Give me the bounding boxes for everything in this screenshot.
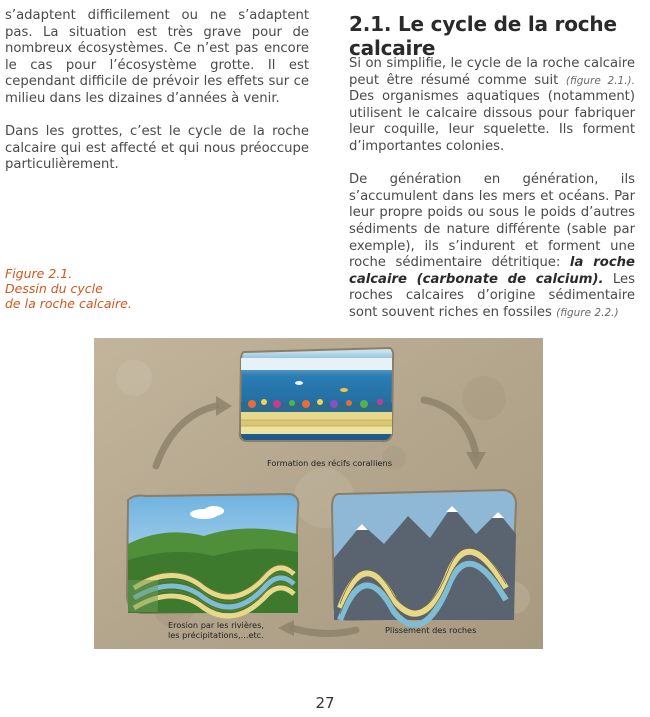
p1-rest: Des organismes aquatiques (notamment) utilisent le calcaire dissous pour fabriquer leur coquille, leur squelette. Ils forment d’importantes colonies. [349,89,635,154]
figure-label-reef: Formation des récifs coralliens [267,458,392,468]
section-heading: 2.1. Le cycle de la roche calcaire [349,12,617,60]
figure-caption [5,266,205,311]
p2-emphasis: la roche calcaire (carbonate de calcium). [349,255,635,287]
left-paragraph-2: Dans les grottes, c’est le cycle de la roche calcaire qui est affecté et qui nous préoccupe particulièrement. [5,124,309,173]
panel-folding [332,490,516,625]
figure-label-erosion-line-2: les précipitations,...etc. [168,630,264,640]
p2-rest: Les roches calcaires d’origine sédimentaire sont souvent riches en fossiles [349,271,635,320]
page-number: 27 [315,694,335,712]
right-paragraph-1 [349,56,635,156]
figure-illustration [94,338,543,649]
panel-reef-formation [240,348,393,441]
right-paragraph-2 [349,172,635,321]
left-paragraph-1: s’adaptent difficilement ou ne s’adaptent pas. La situation est très grave pour de nombreux écosystèmes. Ce n’est pas encore le cas pour l’écosystème grotte. Il est cependant difficile de prévoir les effets sur ce milieu dans les dizaines d’années à venir. [5,8,309,106]
figure-label-erosion-line-1: Erosion par les rivières, [168,620,264,630]
limestone-cycle-figure [94,338,543,649]
caption-line-3: de la roche calcaire. [5,296,132,311]
caption-line-1: Figure 2.1. [5,266,73,281]
figure-reference-2-2: (figure 2.2.) [556,306,619,319]
panel-erosion [127,494,298,616]
p1-text: Si on simplifie, le cycle de la roche calcaire peut être résumé comme suit [349,56,635,88]
right-text-column [349,56,635,338]
figure-label-folding: Plissement des roches [385,625,477,635]
caption-line-2: Dessin du cycle [5,281,103,296]
left-text-column [5,8,309,191]
figure-reference-2-1: (figure 2.1.). [565,74,635,87]
p2-text: De génération en génération, ils s’accumulent dans les mers et océans. Par leur propre poids ou sous le poids d’autres sédiments de nature différente (sable par exemple), ils s’indurent et forment une roche sédimentaire détritique: [349,172,635,271]
